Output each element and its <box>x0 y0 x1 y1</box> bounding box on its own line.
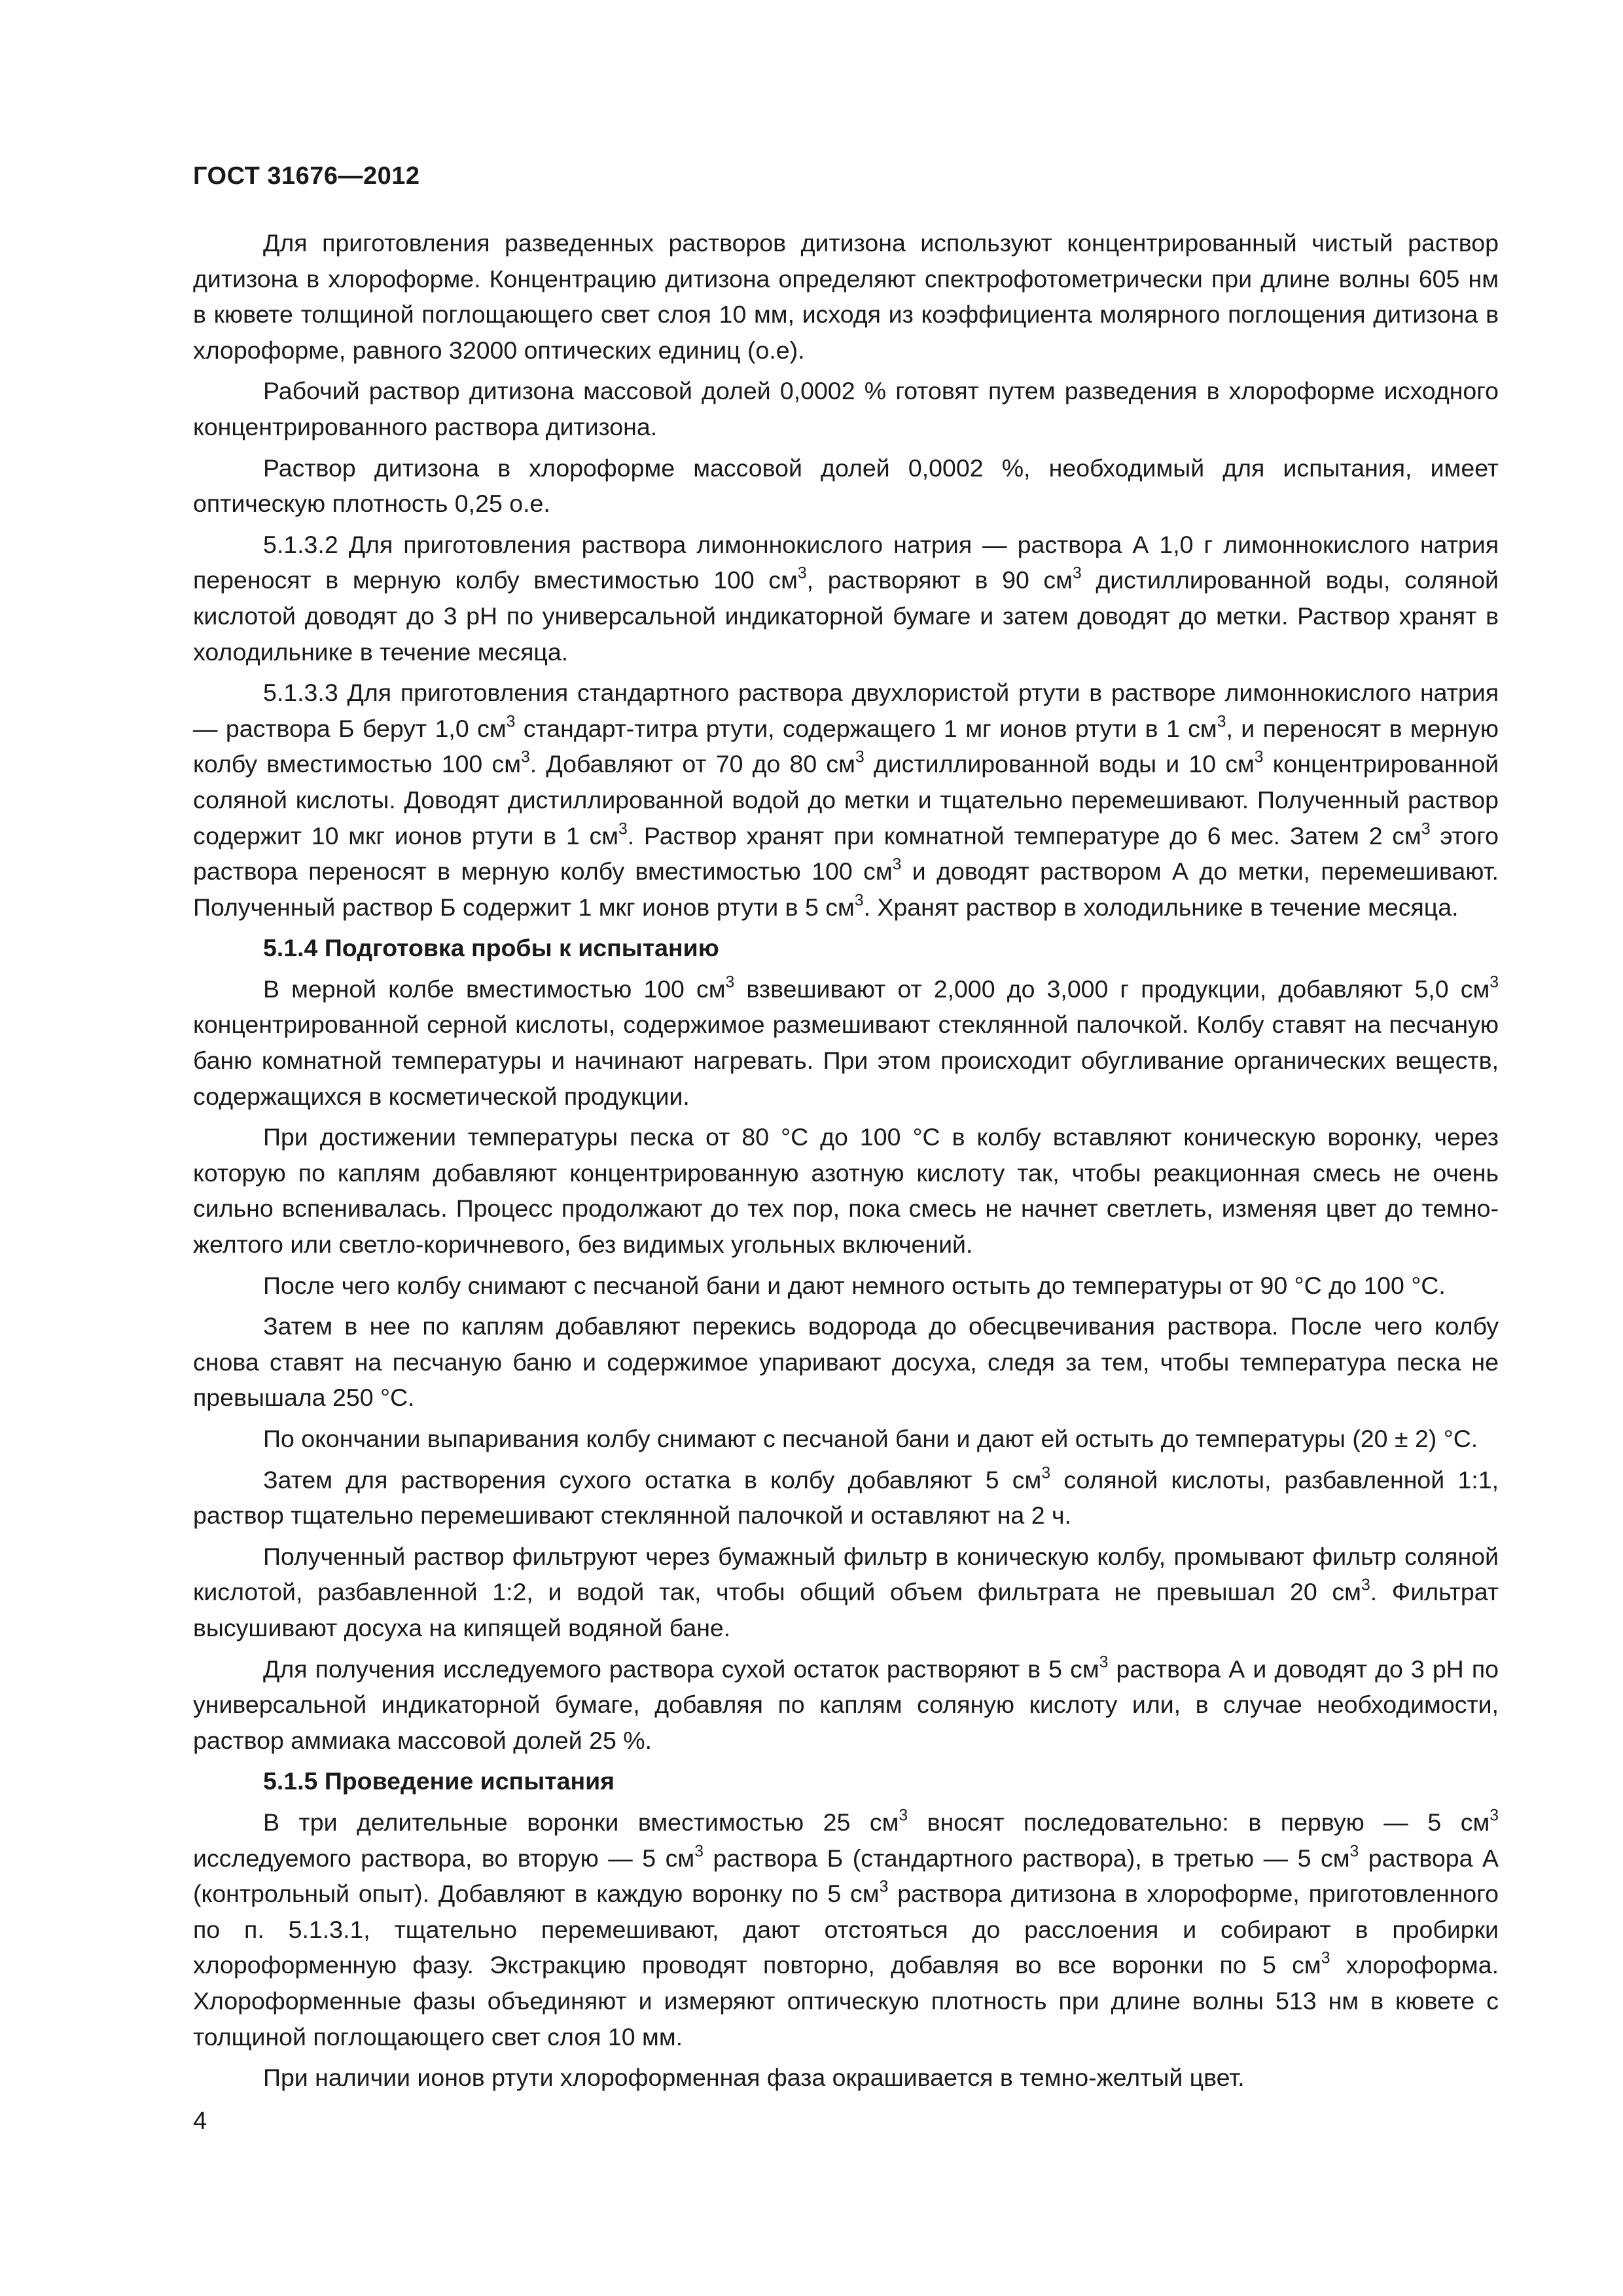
body-paragraph: Полученный раствор фильтруют через бумажный фильтр в коническую колбу, промывают фильтр соляной кислотой, разбавленной 1:2, и водой так, чтобы общий объем фильтрата не превышал 20 $см^3$. Фильтрат высушивают досуха на кипящей водяной бане. <box>193 1542 1499 1641</box>
body-paragraph: Затем в нее по каплям добавляют перекись водорода до обесцвечивания раствора. После чего колбу снова ставят на песчаную баню и содержимое упаривают досуха, следя за тем, чтобы температура песка не превышала 250 °С. <box>193 1312 1499 1412</box>
body-paragraph: При наличии ионов ртути хлороформенная фаза окрашивается в темно-желтый цвет. <box>263 2064 1245 2092</box>
body-paragraph: При достижении температуры песка от 80 °С до 100 °С в колбу вставляют коническую воронку, через которую по каплям добавляют концентрированную азотную кислоту так, чтобы реакционная смесь не очень сильно вспенивалась. Процесс продолжают до тех пор, пока смесь не начнет светлеть, изменяя цвет до темно-желтого или светло-коричневого, без видимых угольных включений. <box>193 1123 1499 1259</box>
body-paragraph: Затем для растворения сухого остатка в колбу добавляют 5 $см^3$ соляной кислоты, разбавленной 1:1, раствор тщательно перемешивают стеклянной палочкой и оставляют на 2 ч. <box>193 1464 1499 1530</box>
standard-header: ГОСТ 31676—2012 <box>193 162 420 190</box>
body-paragraph: 5.1.3.3 Для приготовления стандартного раствора двухлористой ртути в растворе лимоннокислого натрия — раствора Б берут 1,0 $см^3$ стандарт-титра ртути, содержащего 1 мг ионов ртути в 1 $см^3$, и переносят в мерную колбу вместимостью 100 $см^3$. Добавляют от 70 до 80 $см^3$ дистиллированной воды и 10 $см^3$ концентрированной соляной кислоты. Доводят дистиллированной водой до метки и тщательно перемешивают. Полученный раствор содержит 10 мкг ионов ртути в 1 $см^3$. Раствор хранят при комнатной температуре до 6 мес. Затем 2 $см^3$ этого раствора переносят в мерную колбу вместимостью 100 $см^3$ и доводят раствором А до метки, перемешивают. Полученный раствор Б содержит 1 мкг ионов ртути в 5 $см^3$. Хранят раствор в холодильнике в течение месяца. <box>193 679 1499 921</box>
body-paragraph: 5.1.3.2 Для приготовления раствора лимоннокислого натрия — раствора А 1,0 г лимоннокислого натрия переносят в мерную колбу вместимостью 100 $см^3$, растворяют в 90 $см^3$ дистиллированной воды, соляной кислотой доводят до 3 рН по универсальной индикаторной бумаге и затем доводят до метки. Раствор хранят в холодильнике в течение месяца. <box>193 530 1499 666</box>
body-paragraph: После чего колбу снимают с песчаной бани и дают немного остыть до температуры от 90 °С до 100 °С. <box>263 1271 1446 1299</box>
body-paragraph: В три делительные воронки вместимостью 25 $см^3$ вносят последовательно: в первую — 5 $см^3$ исследуемого раствора, во вторую — 5 $см^3$ раствора Б (стандартного раствора), в третью — 5 $см^3$ раствора А (контрольный опыт). Добавляют в каждую воронку по 5 $см^3$ раствора дитизона в хлороформе, приготовленного по п. 5.1.3.1, тщательно перемешивают, дают отстояться до расслоения и собирают в пробирки хлороформенную фазу. Экстракцию проводят повторно, добавляя во все воронки по 5 $см^3$ хлороформа. Хлороформенные фазы объединяют и измеряют оптическую плотность при длине волны 513 нм в кювете с толщиной поглощающего свет слоя 10 мм. <box>193 1806 1499 2051</box>
body-paragraph: Рабочий раствор дитизона массовой долей 0,0002 % готовят путем разведения в хлороформе исходного концентрированного раствора дитизона. <box>193 377 1499 440</box>
body-paragraph: Для приготовления разведенных растворов дитизона используют концентрированный чистый раствор дитизона в хлороформе. Концентрацию дитизона определяют спектрофотометрически при длине волны 605 нм в кювете толщиной поглощающего свет слоя 10 мм, исходя из коэффициента молярного поглощения дитизона в хлороформе, равного 32000 оптических единиц (о.е). <box>193 229 1499 364</box>
body-paragraph: Для получения исследуемого раствора сухой остаток растворяют в 5 $см^3$ раствора А и доводят до 3 рН по универсальной индикаторной бумаге, добавляя по каплям соляную кислоту или, в случае необходимости, раствор аммиака массовой долей 25 %. <box>193 1653 1499 1754</box>
body-paragraph: По окончании выпаривания колбу снимают с песчаной бани и дают ей остыть до температуры (20 ± 2) °С. <box>263 1425 1478 1452</box>
page-number: 4 <box>193 2108 207 2135</box>
body-paragraph: В мерной колбе вместимостью 100 $см^3$ взвешивают от 2,000 до 3,000 г продукции, добавляют 5,0 $см^3$ концентрированной серной кислоты, содержимое размешивают стеклянной палочкой. Колбу ставят на песчаную баню комнатной температуры и начинают нагревать. При этом происходит обугливание органических веществ, содержащихся в косметической продукции. <box>193 973 1499 1110</box>
section-heading: 5.1.5 Проведение испытания <box>263 1767 615 1795</box>
body-paragraph: Раствор дитизона в хлороформе массовой долей 0,0002 %, необходимый для испытания, имеет оптическую плотность 0,25 о.е. <box>193 454 1499 518</box>
document-body <box>193 225 1499 2101</box>
section-heading: 5.1.4 Подготовка пробы к испытанию <box>263 934 719 962</box>
